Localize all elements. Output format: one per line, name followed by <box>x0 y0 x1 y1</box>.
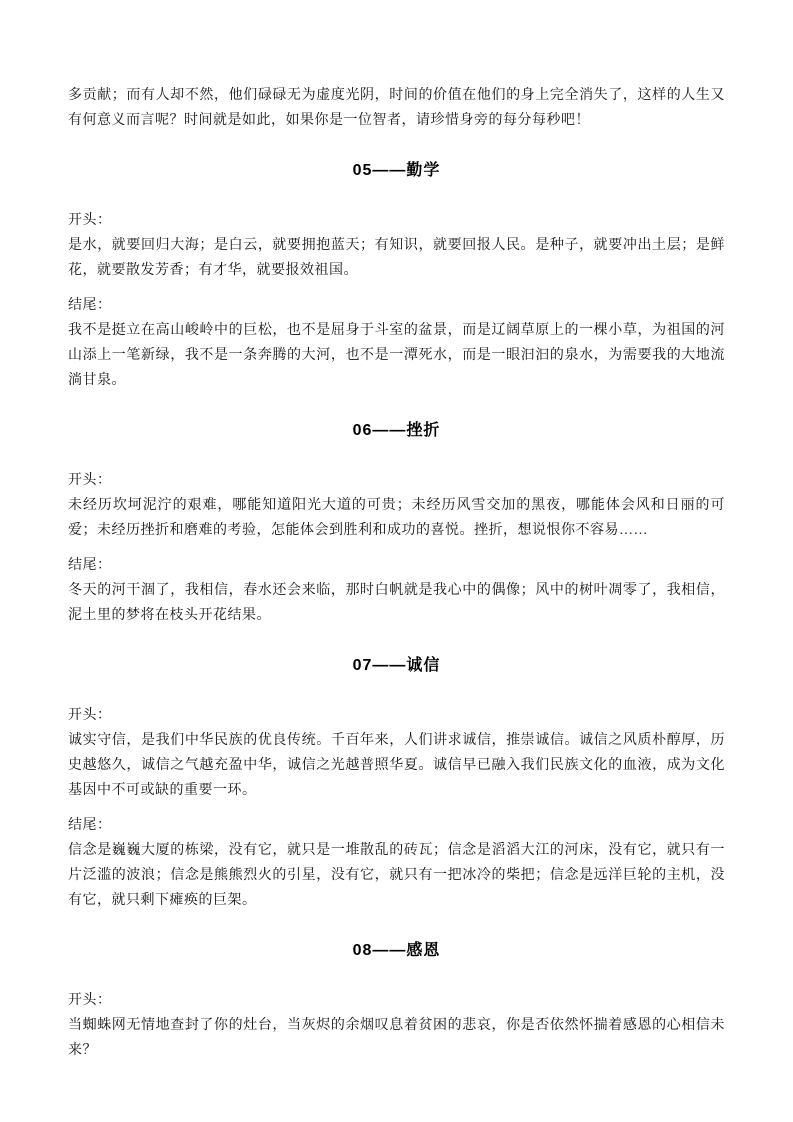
opening-paragraph: 诚实守信，是我们中华民族的优良传统。千百年来，人们讲求诚信，推崇诚信。诚信之风质朴醇厚，历史越悠久，诚信之气越充盈中华，诚信之光越普照华夏。诚信早已融入我们民族文化的血液，成为文化基因中不可或缺的重要一环。 <box>68 733 725 798</box>
section-cuozhe <box>68 420 725 628</box>
closing-label: 结尾： <box>68 298 112 313</box>
closing-paragraph: 我不是挺立在高山峻岭中的巨松，也不是屈身于斗室的盆景，而是辽阔草原上的一棵小草，为祖国的河山添上一笔新绿，我不是一条奔腾的大河，也不是一潭死水，而是一眼汩汩的泉水，为需要我的大地流淌甘泉。 <box>68 323 725 388</box>
closing-label: 结尾： <box>68 558 112 573</box>
opening-label: 开头： <box>68 473 112 488</box>
opening-paragraph: 未经历坎坷泥泞的艰难，哪能知道阳光大道的可贵；未经历风雪交加的黑夜，哪能体会风和日丽的可爱；未经历挫折和磨难的考验，怎能体会到胜利和成功的喜悦。挫折，想说恨你不容易…… <box>68 498 725 538</box>
section-heading-08: 08——感恩 <box>352 942 441 959</box>
opening-label: 开头： <box>68 993 112 1008</box>
section-qinxue <box>68 160 725 393</box>
section-heading-07: 07——诚信 <box>352 657 441 674</box>
opening-paragraph: 是水，就要回归大海；是白云，就要拥抱蓝天；有知识，就要回报人民。是种子，就要冲出土层；是鲜花，就要散发芳香；有才华，就要报效祖国。 <box>68 238 725 278</box>
opening-label: 开头： <box>68 708 112 723</box>
closing-paragraph: 冬天的河干涸了，我相信，春水还会来临，那时白帆就是我心中的偶像；风中的树叶凋零了，我相信，泥土里的梦将在枝头开花结果。 <box>68 583 725 623</box>
section-heading-05: 05——勤学 <box>352 162 441 179</box>
section-chengxin <box>68 655 725 913</box>
section-ganen <box>68 940 725 1063</box>
opening-paragraph: 当蜘蛛网无情地查封了你的灶台，当灰烬的余烟叹息着贫困的悲哀，你是否依然怀揣着感恩的心相信未来？ <box>68 1018 725 1058</box>
opening-label: 开头： <box>68 213 112 228</box>
intro-paragraph: 多贡献；而有人却不然，他们碌碌无为虚度光阴，时间的价值在他们的身上完全消失了，这样的人生又有何意义而言呢？时间就是如此，如果你是一位智者，请珍惜身旁的每分每秒吧！ <box>68 88 725 128</box>
closing-label: 结尾： <box>68 818 112 833</box>
section-heading-06: 06——挫折 <box>352 422 441 439</box>
closing-paragraph: 信念是巍巍大厦的栋梁，没有它，就只是一堆散乱的砖瓦；信念是滔滔大江的河床，没有它，就只有一片泛滥的波浪；信念是熊熊烈火的引星，没有它，就只有一把冰冷的柴把；信念是远洋巨轮的主机，没有它，就只剩下瘫痪的巨架。 <box>68 843 725 908</box>
